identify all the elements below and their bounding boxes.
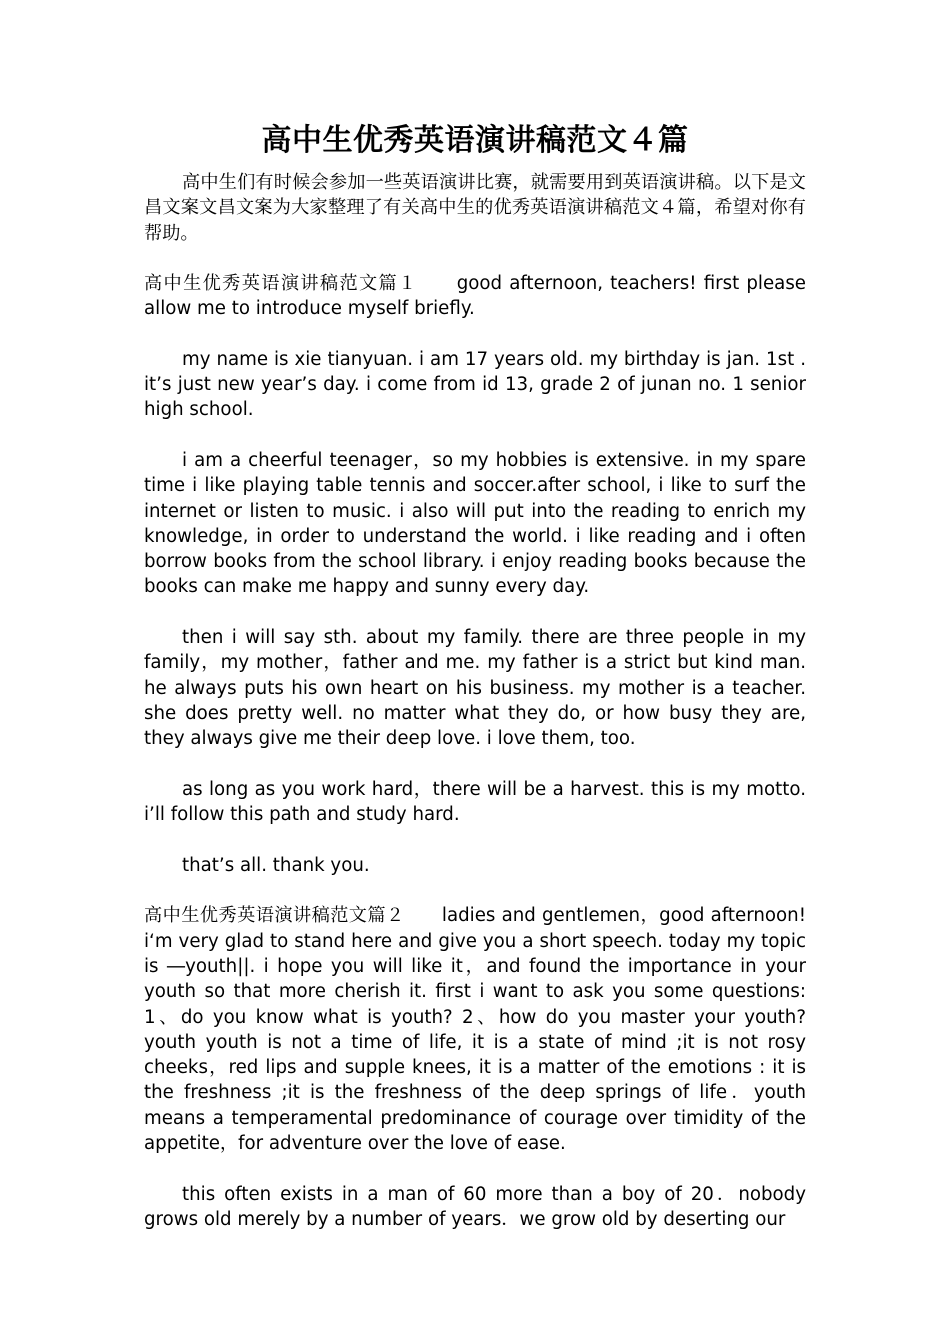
paragraph-name: my name is xie tianyuan. i am 17 years old. my birthday is jan. 1st . it’s just new year’s day. i come from id 13, grade 2 of junan no. 1 senior high school.: [144, 348, 806, 421]
document-title: 高中生优秀英语演讲稿范文４篇: [261, 123, 689, 158]
document-page: [144, 118, 806, 1232]
paragraph-gap: [144, 423, 806, 448]
paragraph-motto: as long as you work hard，there will be a harvest. this is my motto. i’ll follow this path and study hard.: [144, 778, 806, 826]
paragraph-gap: [144, 1156, 806, 1181]
paragraph-hobbies: i am a cheerful teenager，so my hobbies is extensive. in my spare time i like playing table tennis and soccer.after school, i like to surf the internet or listen to music. i also will put into the reading to enrich my knowledge, in order to understand the world. i like reading and i often borrow books from the school library. i enjoy reading books because the books can make me happy and sunny every day.: [144, 449, 806, 598]
paragraph-gap: [144, 827, 806, 852]
paragraph-speech1-heading: 高中生优秀英语演讲稿范文篇１ good afternoon, teachers! first please allow me to introduce myself briefly.: [144, 272, 806, 320]
paragraph-thanks: that’s all. thank you.: [182, 854, 370, 876]
paragraph-gap: [144, 600, 806, 625]
intro-paragraph: 高中生们有时候会参加一些英语演讲比赛，就需要用到英语演讲稿。以下是文昌文案文昌文案为大家整理了有关高中生的优秀英语演讲稿范文４篇，希望对你有帮助。: [144, 172, 806, 244]
paragraph-youth: this often exists in a man of 60 more than a boy of 20．nobody grows old merely by a number of years．we grow old by deserting our: [144, 1183, 806, 1230]
paragraph-family: then i will say sth. about my family. there are three people in my family，my mother，father and me. my father is a strict but kind man. he always puts his own heart on his business. my mother is a teacher. she does pretty well. no matter what they do, or how busy they are, they always give me their deep love. i love them, too.: [144, 627, 806, 750]
paragraph-speech2: 高中生优秀英语演讲稿范文篇２ ladies and gentlemen，good afternoon! i‘m very glad to stand here and give you a short speech. today my topic is ―youth||. i hope you will like it，and found the importance in your youth so that more cherish it. first i want to ask you some questions: 1、do you know what is youth? 2、how do you master your youth? youth youth is not a time of life, it is a state of mind ;it is not rosy cheeks，red lips and supple knees, it is a matter of the emotions : it is the freshness ;it is the freshness of the deep springs of life．youth means a temperamental predominance of courage over timidity of the appetite，for adventure over the love of ease.: [144, 905, 806, 1154]
paragraph-gap: [144, 321, 806, 346]
paragraph-gap: [144, 752, 806, 777]
paragraph-gap: [144, 878, 806, 903]
